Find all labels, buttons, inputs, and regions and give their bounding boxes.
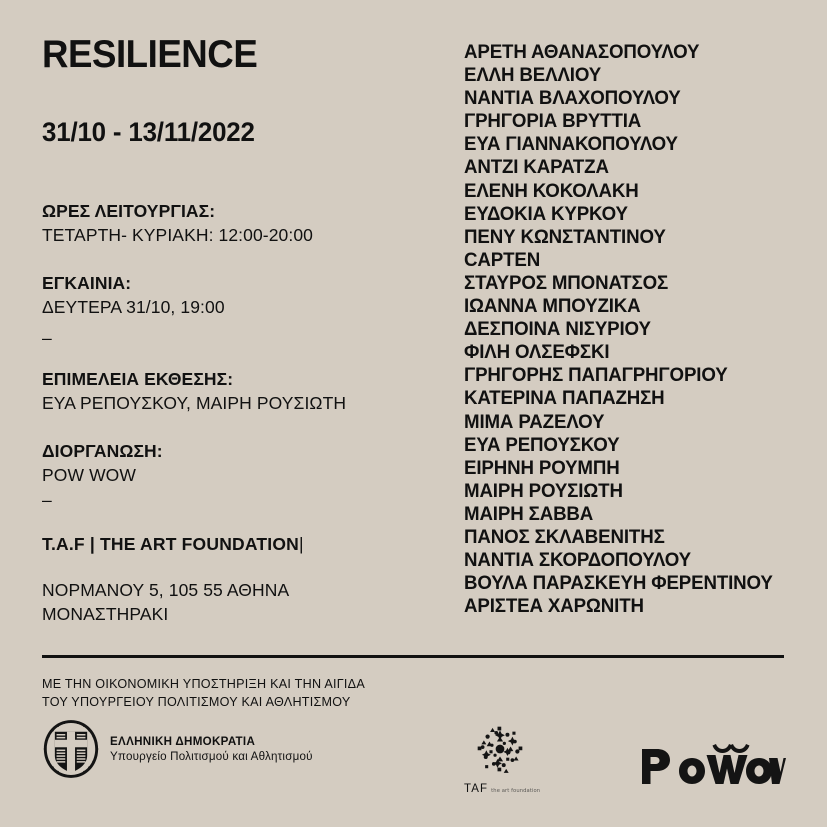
- opening-event-value: ΔΕΥΤΕΡΑ 31/10, 19:00: [42, 297, 225, 317]
- venue-trailing-pipe: |: [299, 534, 304, 554]
- artist-name: ΕΥΑ ΡΕΠΟΥΣΚΟΥ: [464, 434, 620, 456]
- support-credit: [42, 676, 365, 711]
- opening-event-block: [42, 271, 462, 319]
- artist-name: ΕΥΑ ΓΙΑΝΝΑΚΟΠΟΥΛΟΥ: [464, 134, 678, 156]
- opening-event-label: ΕΓΚΑΙΝΙΑ:: [42, 273, 132, 293]
- taf-name: TAF: [464, 783, 489, 795]
- ministry-logo: [42, 719, 313, 779]
- artist-name: ΝΑΝΤΙΑ ΒΛΑΧΟΠΟΥΛΟΥ: [464, 88, 681, 110]
- artist-name: ΑΡΙΣΤΕΑ ΧΑΡΩΝΙΤΗ: [464, 596, 644, 618]
- curation-block: [42, 367, 462, 415]
- artist-name: ΣΤΑΥΡΟΣ ΜΠΟΝΑΤΣΟΣ: [464, 272, 669, 294]
- powwow-wordmark-icon: [640, 742, 786, 788]
- opening-hours-value: ΤΕΤΑΡΤΗ- ΚΥΡΙΑΚΗ: 12:00-20:00: [42, 225, 314, 245]
- taf-circle-icon: [469, 718, 531, 780]
- artist-name: ΕΥΔΟΚΙΑ ΚΥΡΚΟΥ: [464, 203, 628, 225]
- ministry-text: [110, 734, 313, 764]
- organization-value: POW WOW: [42, 465, 137, 485]
- artist-name: ΜΑΙΡΗ ΡΟΥΣΙΩΤΗ: [464, 480, 623, 502]
- opening-hours-block: [42, 199, 462, 247]
- address-line-2: ΜΟΝΑΣΤΗΡΑΚΙ: [42, 604, 169, 624]
- artist-name: ΜΑΙΡΗ ΣΑΒΒΑ: [464, 503, 594, 525]
- artist-name: ΜΙΜΑ ΡΑΖΕΛΟΥ: [464, 411, 605, 433]
- artist-name: ΠΕΝΥ ΚΩΝΣΤΑΝΤΙΝΟΥ: [464, 226, 666, 248]
- dash-glyph: –: [42, 490, 52, 510]
- exhibition-dates: 31/10 - 13/11/2022: [42, 117, 255, 147]
- footer-divider: [42, 655, 784, 658]
- organization-block: [42, 439, 462, 487]
- organization-label: ΔΙΟΡΓΑΝΩΣΗ:: [42, 441, 163, 461]
- taf-wordmark: [464, 783, 581, 795]
- artist-name: ΝΑΝΤΙΑ ΣΚΟΡΔΟΠΟΥΛΟΥ: [464, 550, 691, 572]
- address-line-1: ΝΟΡΜΑΝΟΥ 5, 105 55 ΑΘΗΝΑ: [42, 580, 290, 600]
- artist-name: ΙΩΑΝΝΑ ΜΠΟΥΖΙΚΑ: [464, 296, 641, 318]
- dash-glyph: –: [42, 328, 52, 348]
- support-line-1: ΜΕ ΤΗΝ ΟΙΚΟΝΟΜΙΚΗ ΥΠΟΣΤΗΡΙΞΗ ΚΑΙ ΤΗΝ ΑΙΓΙΔΑ: [42, 677, 365, 691]
- venue-name: [42, 532, 304, 556]
- opening-hours-label: ΩΡΕΣ ΛΕΙΤΟΥΡΓΙΑΣ:: [42, 201, 216, 221]
- powwow-logo: [640, 742, 786, 788]
- separator-dash-2: [42, 488, 462, 512]
- support-line-2: ΤΟΥ ΥΠΟΥΡΓΕΙΟΥ ΠΟΛΙΤΙΣΜΟΥ ΚΑΙ ΑΘΛΗΤΙΣΜΟΥ: [42, 694, 351, 709]
- hellenic-republic-emblem-icon: [42, 719, 100, 779]
- artist-name: ΕΛΛΗ ΒΕΛΛΙΟΥ: [464, 65, 602, 87]
- artist-name: ΦΙΛΗ ΟΛΣΕΦΣΚΙ: [464, 342, 610, 364]
- artist-name: ΑΡΕΤΗ ΑΘΑΝΑΣΟΠΟΥΛΟΥ: [464, 42, 700, 63]
- page-title: RESILIENCE: [42, 33, 258, 76]
- curation-label: ΕΠΙΜΕΛΕΙΑ ΕΚΘΕΣΗΣ:: [42, 369, 234, 389]
- artist-name: ΚΑΤΕΡΙΝΑ ΠΑΠΑΖΗΣΗ: [464, 388, 665, 410]
- artist-name: ΔΕΣΠΟΙΝΑ ΝΙΣΥΡΙΟΥ: [464, 319, 651, 341]
- venue-address: [42, 578, 289, 626]
- ministry-line-2: Υπουργείο Πολιτισμού και Αθλητισμού: [110, 750, 313, 763]
- taf-logo: [461, 718, 581, 795]
- artist-name: ΕΛΕΝΗ ΚΟΚΟΛΑΚΗ: [464, 180, 639, 202]
- artist-name: ΠΑΝΟΣ ΣΚΛΑΒΕΝΙΤΗΣ: [464, 526, 665, 548]
- artist-name: ΓΡΗΓΟΡΗΣ ΠΑΠΑΓΡΗΓΟΡΙΟΥ: [464, 365, 728, 387]
- artist-name: CAPTEN: [464, 249, 541, 271]
- artist-name: ΕΙΡΗΝΗ ΡΟΥΜΠΗ: [464, 457, 620, 479]
- artist-list: [464, 41, 814, 618]
- artist-name: ΑΝΤΖΙ ΚΑΡΑΤΖΑ: [464, 157, 609, 179]
- artist-name: ΓΡΗΓΟΡΙΑ ΒΡΥΤΤΙΑ: [464, 111, 642, 133]
- artist-name: ΒΟΥΛΑ ΠΑΡΑΣΚΕΥΗ ΦΕΡΕΝΤΙΝΟΥ: [464, 573, 773, 595]
- venue-label: T.A.F | THE ART FOUNDATION: [42, 534, 300, 554]
- curation-value: ΕΥΑ ΡΕΠΟΥΣΚΟΥ, ΜΑΙΡΗ ΡΟΥΣΙΩΤΗ: [42, 393, 347, 413]
- ministry-line-1: ΕΛΛΗΝΙΚΗ ΔΗΜΟΚΡΑΤΙΑ: [110, 735, 256, 748]
- taf-subtitle: the art foundation: [491, 788, 541, 794]
- separator-dash-1: [42, 326, 462, 350]
